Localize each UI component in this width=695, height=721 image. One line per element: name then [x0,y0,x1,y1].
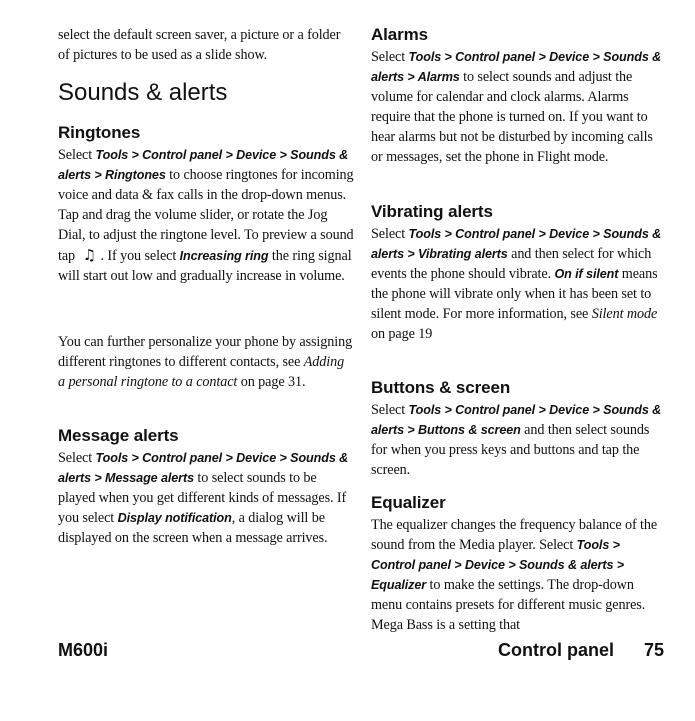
equalizer-paragraph [371,515,667,635]
text-body: , a dialog will be displayed on the screen when a message arrives. [58,510,328,546]
text-select: Select [371,49,409,65]
section-title: Sounds & alerts [58,79,228,106]
ringtones-heading: Ringtones [58,123,141,142]
menu-path: Tools > Control panel > Device > Sounds & alerts > Equalizer [371,538,625,592]
buttons-screen-paragraph [371,400,667,480]
message-alerts-paragraph [58,448,354,548]
option-display-notification: Display notification [117,511,232,525]
intro-paragraph: select the default screen saver, a picture or a folder of pictures to be used as a slide show. [58,27,341,63]
menu-path: Tools > Control panel > Device > Sounds & alerts > Vibrating alerts [371,227,662,261]
text-body: to select sounds and adjust the volume for calendar and clock alarms. Alarms require that the phone is turned on. If you want to hear alarms but not be disturbed by incoming calls or messages, set the phone in Flight mode. [371,69,653,165]
text-body: the ring signal will start out low and gradually increase in volume. [58,248,352,284]
option-increasing-ring: Increasing ring [179,249,269,263]
menu-path: Tools > Control panel > Device > Sounds & alerts > Ringtones [58,148,349,182]
text-body: on page 31. [237,374,306,390]
cross-reference-link[interactable]: Adding a personal ringtone to a contact [58,354,345,390]
text-body: and then select sounds for when you press keys and buttons and tap the screen. [371,422,650,478]
text-body: means the phone will vibrate only when it has been set to silent mode. For more information, see [371,266,658,322]
text-body: to select sounds to be played when you get different kinds of messages. If you select [58,470,347,526]
vibrating-alerts-heading: Vibrating alerts [371,202,493,221]
text-body: You can further personalize your phone by assigning different ringtones to different contacts, see [58,334,353,370]
equalizer-heading: Equalizer [371,493,446,512]
menu-path: Tools > Control panel > Device > Sounds & alerts > Buttons & screen [371,403,662,437]
message-alerts-heading: Message alerts [58,426,179,445]
footer-model: M600i [58,640,109,660]
option-on-if-silent: On if silent [554,267,619,281]
ringtones-paragraph [58,145,354,286]
page-number: 75 [644,640,665,660]
text-body: The equalizer changes the frequency balance of the sound from the Media player. Select [371,517,658,553]
text-body: to make the settings. The drop-down menu contains presets for different music genres. Mega Bass is a setting that [371,577,646,633]
music-note-icon[interactable]: ♫ [82,246,97,264]
text-select: Select [371,226,409,242]
text-body: and then select for which events the phone should vibrate. [371,246,652,282]
alarms-paragraph [371,47,667,167]
text-body: on page 19 [371,326,433,342]
vibrating-alerts-paragraph [371,224,667,344]
menu-path: Tools > Control panel > Device > Sounds & alerts > Alarms [371,50,662,84]
alarms-heading: Alarms [371,25,429,44]
text-select: Select [58,147,96,163]
footer-section: Control panel [498,640,614,660]
text-body: to choose ringtones for incoming voice and data & fax calls in the drop-down menus. Tap and drag the volume slider, or rotate the Jog Dial, to adjust the ringtone level. To preview a sound tap [58,167,354,264]
text-select: Select [371,402,409,418]
menu-path: Tools > Control panel > Device > Sounds & alerts > Message alerts [58,451,349,485]
personalize-paragraph [58,332,354,392]
text-body: . If you select [100,248,180,264]
text-select: Select [58,450,96,466]
cross-reference-link[interactable]: Silent mode [591,306,658,322]
buttons-screen-heading: Buttons & screen [371,378,511,397]
